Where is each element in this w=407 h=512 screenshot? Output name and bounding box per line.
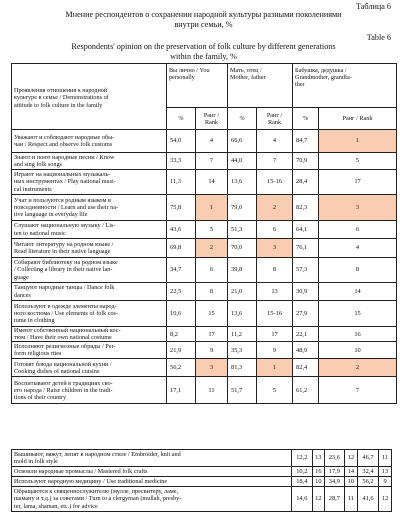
grand-pct: 56,2 [357, 477, 378, 487]
you-pct: 33,3 [167, 153, 196, 170]
grand-pct: 82,4 [293, 359, 319, 377]
table-row [12, 301, 397, 327]
table-title-ru-line1: Мнение респондентов о сохранении народной культуры разными поколениями [65, 10, 342, 19]
grand-rank: 10 [319, 342, 397, 359]
you-rank: 14 [196, 170, 228, 195]
subheader-parents-rank: Ранг / Rank [257, 108, 293, 130]
grand-rank: 4 [319, 239, 397, 258]
grand-pct: 84,7 [293, 130, 319, 153]
you-rank: 2 [196, 239, 228, 258]
table-row [12, 359, 397, 377]
you-pct: 34,7 [167, 258, 196, 283]
grand-rank: 6 [319, 221, 397, 239]
table-row [12, 239, 397, 258]
parents-pct: 66,6 [228, 130, 257, 153]
row-label-line3: tume in clothing [14, 317, 55, 325]
you-rank: 11 [196, 377, 228, 404]
header-parents-line2: Mother, father [230, 74, 266, 82]
row-label [12, 487, 292, 512]
row-label-line2: его народа / Raise children in the tradi- [14, 386, 113, 394]
you-rank: 7 [196, 153, 228, 170]
parents-rank: 12 [345, 450, 358, 467]
grand-pct: 57,3 [293, 258, 319, 283]
row-label-line2: / Collecting a library in their native lan- [14, 266, 113, 274]
table-label-en: Table 6 [366, 33, 391, 42]
row-label-line1: Собирают библиотеку на родном языке [14, 259, 118, 267]
table-label-ru: Таблица 6 [355, 2, 391, 11]
row-label-line2: ten to national music [14, 229, 66, 237]
main-table [11, 63, 397, 404]
parents-pct: 51,3 [228, 221, 257, 239]
you-rank: 12 [313, 487, 325, 512]
parents-pct: 70,0 [228, 239, 257, 258]
you-rank: 13 [313, 450, 325, 467]
table-row [12, 342, 397, 359]
you-rank: 17 [196, 327, 228, 342]
table-title-ru [0, 10, 407, 29]
table-row [12, 377, 397, 404]
table-row [12, 450, 392, 467]
grand-rank: 8 [319, 258, 397, 283]
parents-rank: 8 [257, 258, 293, 283]
row-label [12, 477, 292, 487]
row-label-line2: form religious rites [14, 350, 62, 358]
grand-pct: 64,1 [293, 221, 319, 239]
table-title-ru-line2: внутри семьи, % [174, 19, 233, 29]
row-label-line1: Обращаются к священнослужителю (мулле, пресвитеру, ламе, [14, 488, 179, 496]
row-label-line1: Учат и пользуются родным языком в [14, 196, 111, 204]
subheader-parents-pct: % [228, 108, 257, 130]
grand-pct: 28,4 [293, 170, 319, 195]
grand-pct: 61,2 [293, 377, 319, 404]
table-row [12, 153, 397, 170]
grand-rank: 1 [319, 130, 397, 153]
row-label [12, 467, 292, 477]
row-label-line1: Читают литературу на родном языке / [14, 240, 114, 248]
row-label-line1: Воспитывают детей в традициях сво- [14, 379, 113, 387]
grand-pct: 82,3 [293, 195, 319, 221]
parents-pct: 51,7 [228, 377, 257, 404]
parents-rank: 15-16 [257, 301, 293, 327]
row-label-line1: Играют на национальных музыкаль- [14, 171, 111, 179]
header-you [167, 64, 228, 108]
row-label-line1: Используют в одежде элементы народ- [14, 302, 117, 310]
table-row [12, 170, 397, 195]
row-label [12, 130, 167, 153]
grand-pct: 32,4 [357, 467, 378, 477]
parents-pct: 17,9 [324, 467, 344, 477]
header-manifestations-line1: Проявления отношения к народной [14, 87, 108, 95]
row-label-line2: and sing folk songs [14, 161, 62, 168]
header-manifestations [12, 64, 167, 130]
parents-pct: 13,6 [228, 301, 257, 327]
grand-pct: 22,1 [293, 327, 319, 342]
header-you-line2: personally [169, 74, 195, 82]
subheader-grand-pct: % [293, 108, 319, 130]
parents-rank: 9 [257, 342, 293, 359]
row-label-line1: Слушают национальную музыку / Lis- [14, 222, 116, 230]
header-grandparents [293, 64, 397, 108]
you-pct: 10,2 [291, 467, 312, 477]
you-pct: 12,2 [291, 450, 312, 467]
row-label-line2: Cooking dishes of national cuisine [14, 367, 100, 375]
parents-rank: 4 [257, 130, 293, 153]
grand-rank: 14 [319, 283, 397, 301]
row-label [12, 153, 167, 170]
header-grandparents-line3: ther [295, 81, 305, 89]
table-row [12, 130, 397, 153]
you-pct: 17,1 [167, 377, 196, 404]
header-grandparents-line2: Grandmother, grandfa- [295, 74, 352, 82]
parents-rank: 11 [345, 487, 358, 512]
parents-rank: 6 [257, 221, 293, 239]
parents-pct: 39,8 [228, 258, 257, 283]
table-row [12, 258, 397, 283]
row-label [12, 450, 292, 467]
grand-rank: 2 [319, 359, 397, 377]
grand-rank: 12 [379, 487, 392, 512]
grand-pct: 27,9 [293, 301, 319, 327]
you-pct: 75,8 [167, 195, 196, 221]
parents-rank: 10 [345, 477, 358, 487]
header-grandparents-line1: Бабушка, дедушка / [295, 67, 347, 74]
row-label-line2: повседневности / Learn and use their na- [14, 203, 119, 211]
grand-pct: 46,7 [357, 450, 378, 467]
table-row [12, 477, 392, 487]
parents-rank: 7 [257, 153, 293, 170]
you-pct: 14,6 [291, 487, 312, 512]
row-label-line1: Имеют собственный национальный кос- [14, 327, 121, 334]
parents-pct: 79,0 [228, 195, 257, 221]
header-parents-line1: Мать, отец / [230, 67, 262, 74]
subheader-grand-rank: Ранг / Rank [319, 108, 397, 130]
you-rank: 9 [196, 342, 228, 359]
table-row [12, 327, 397, 342]
table-row [12, 467, 392, 477]
parents-rank: 15-16 [257, 170, 293, 195]
parents-pct: 44,0 [228, 153, 257, 170]
parents-rank: 14 [345, 467, 358, 477]
you-rank: 6 [196, 258, 228, 283]
row-label-line3: ter, lama, shaman, etc.) for advice [14, 502, 98, 510]
row-label-line3: guage [14, 273, 29, 281]
grand-rank: 13 [379, 467, 392, 477]
row-label-line1: Уважают и соблюдают народные обы- [14, 133, 115, 141]
table-title-en [0, 42, 407, 61]
row-label [12, 377, 167, 404]
you-rank: 10 [313, 477, 325, 487]
you-pct: 8,2 [167, 327, 196, 342]
row-label-line1: Вышивают, вяжут, лепят в народном стиле / Embroider, knit and [14, 450, 181, 458]
table-row [12, 283, 397, 301]
grand-pct: 48,9 [293, 342, 319, 359]
lower-table [11, 449, 392, 512]
you-rank: 1 [196, 195, 228, 221]
row-label-line2: ных инструментах / Play national musi- [14, 178, 116, 186]
parents-pct: 21,0 [228, 283, 257, 301]
row-label-line2: dances [14, 291, 31, 299]
row-label-line3: tions of their country [14, 394, 67, 401]
parents-pct: 35,3 [228, 342, 257, 359]
you-pct: 21,9 [167, 342, 196, 359]
row-label-line1: Освоили народные промыслы / Mastered folk crafts [14, 467, 148, 475]
row-label [12, 359, 167, 377]
row-label-line1: Знают и поют народные песни / Know [14, 153, 115, 161]
header-parents [228, 64, 293, 108]
row-label [12, 342, 167, 359]
table-title-en-line1: Respondents' opinion on the preservation of folk culture by different generations [71, 42, 336, 51]
parents-pct: 13,6 [228, 170, 257, 195]
parents-rank: 5 [257, 377, 293, 404]
you-pct: 10,6 [167, 301, 196, 327]
row-label-line2: Read literature in their native language [14, 248, 111, 255]
row-label-line1: Используют народную медицину / Use traditional medicine [14, 477, 168, 485]
row-label-line2: mold in folk style [14, 458, 58, 465]
grand-rank: 7 [319, 377, 397, 404]
you-pct: 22,5 [167, 283, 196, 301]
row-label [12, 239, 167, 258]
grand-pct: 41,6 [357, 487, 378, 512]
grand-pct: 30,9 [293, 283, 319, 301]
table-row [12, 487, 392, 512]
row-label [12, 301, 167, 327]
row-label-line2: ного костюма / Use elements of folk cos- [14, 309, 119, 317]
you-pct: 56,2 [167, 359, 196, 377]
row-label-line3: tive language in everyday life [14, 211, 88, 219]
grand-rank: 15 [319, 301, 397, 327]
grand-rank: 3 [319, 195, 397, 221]
row-label-line1: Исполняют религиозные обряды / Per- [14, 343, 116, 351]
grand-rank: 11 [379, 450, 392, 467]
grand-rank: 16 [319, 327, 397, 342]
header-manifestations-line3: attitude to folk culture in the family [14, 101, 103, 109]
row-label-line1: Готовят блюда национальной кухни / [14, 360, 112, 368]
you-rank: 8 [196, 283, 228, 301]
grand-pct: 76,1 [293, 239, 319, 258]
you-pct: 11,3 [167, 170, 196, 195]
header-you-line1: Вы лично / You [169, 67, 210, 74]
you-pct: 43,6 [167, 221, 196, 239]
you-rank: 15 [196, 301, 228, 327]
subheader-you-rank: Ранг / Rank [196, 108, 228, 130]
you-rank: 16 [313, 467, 325, 477]
row-label [12, 195, 167, 221]
table-row [12, 195, 397, 221]
you-pct: 54,0 [167, 130, 196, 153]
row-label-line3: cal instruments [14, 185, 52, 193]
table-title-en-line2: within the family, % [170, 51, 237, 61]
parents-rank: 13 [257, 283, 293, 301]
parents-pct: 28,7 [324, 487, 344, 512]
grand-rank: 5 [319, 153, 397, 170]
you-pct: 69,8 [167, 239, 196, 258]
you-rank: 4 [196, 130, 228, 153]
row-label-line2: тюм / Have their own national costume [14, 334, 112, 342]
parents-pct: 11,2 [228, 327, 257, 342]
parents-rank: 1 [257, 359, 293, 377]
you-rank: 3 [196, 359, 228, 377]
row-label [12, 258, 167, 283]
parents-pct: 81,3 [228, 359, 257, 377]
row-label [12, 283, 167, 301]
grand-rank: 17 [319, 170, 397, 195]
row-label [12, 327, 167, 342]
header-manifestations-line2: культуре в семье / Demonstrations of [14, 94, 109, 102]
row-label [12, 221, 167, 239]
row-label-line2: шаману и т.д.) за советами / Turn to a clergyman (mullah, presby- [14, 495, 182, 503]
parents-rank: 3 [257, 239, 293, 258]
row-label-line2: чаи / Respect and observe folk customs [14, 141, 113, 148]
grand-rank: 9 [379, 477, 392, 487]
subheader-you-pct: % [167, 108, 196, 130]
parents-rank: 2 [257, 195, 293, 221]
parents-pct: 23,6 [324, 450, 344, 467]
table-row [12, 221, 397, 239]
parents-pct: 34,9 [324, 477, 344, 487]
you-pct: 18,4 [291, 477, 312, 487]
row-label-line1: Танцуют народные танцы / Dance folk [14, 284, 115, 292]
row-label [12, 170, 167, 195]
grand-pct: 70,9 [293, 153, 319, 170]
you-rank: 5 [196, 221, 228, 239]
parents-rank: 17 [257, 327, 293, 342]
